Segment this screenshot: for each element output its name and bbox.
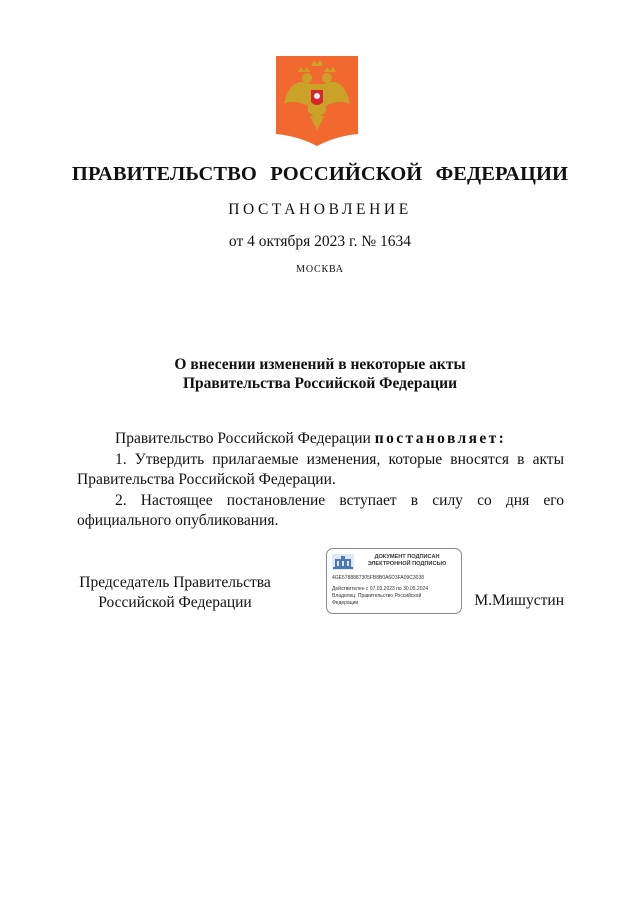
intro-verb: постановляет: — [374, 430, 507, 447]
item-1-line-1: 1. Утвердить прилагаемые изменения, которые вносятся в акты — [115, 450, 564, 468]
document-body — [77, 429, 564, 532]
intro-text: Правительство Российской Федерации — [115, 430, 371, 447]
signer-name: М.Мишустин — [474, 592, 564, 609]
document-heading — [0, 355, 640, 393]
government-building-icon — [332, 554, 354, 570]
stamp-title — [357, 554, 457, 568]
stamp-certificate: 4GE5788887305FB8B0A6D3FA09C3038 — [332, 575, 425, 581]
intro-paragraph — [77, 429, 564, 450]
signer-position-line-2: Российской Федерации — [98, 593, 252, 611]
stamp-owner-line-2: Федерации — [332, 600, 359, 606]
heading-line-2: Правительства Российской Федерации — [182, 375, 458, 392]
item-1-line-2: Правительства Российской Федерации. — [77, 471, 336, 488]
signer-position-line-1: Председатель Правительства — [79, 574, 271, 591]
stamp-validity: Действителен с 07.03.2023 по 30.05.2024 — [332, 586, 429, 592]
government-title: ПРАВИТЕЛЬСТВО РОССИЙСКОЙ ФЕДЕРАЦИИ — [71, 163, 569, 185]
item-2-line-2: официального опубликования. — [77, 512, 279, 529]
e-signature-stamp — [326, 548, 462, 614]
coat-of-arms-icon — [276, 56, 358, 146]
date-and-number: от 4 октября 2023 г. № 1634 — [228, 233, 412, 250]
city: МОСКВА — [296, 264, 344, 275]
stamp-title-line-2: ЭЛЕКТРОННОЙ ПОДПИСЬЮ — [367, 561, 447, 567]
document-type: ПОСТАНОВЛЕНИЕ — [228, 201, 412, 218]
item-2-line-1: 2. Настоящее постановление вступает в силу со дня его — [115, 491, 564, 509]
heading-line-1: О внесении изменений в некоторые акты — [174, 356, 466, 373]
stamp-title-line-1: ДОКУМЕНТ ПОДПИСАН — [374, 554, 440, 560]
stamp-owner-line-1: Владелец: Правительство Российской — [332, 593, 422, 599]
signer-position — [70, 573, 280, 612]
